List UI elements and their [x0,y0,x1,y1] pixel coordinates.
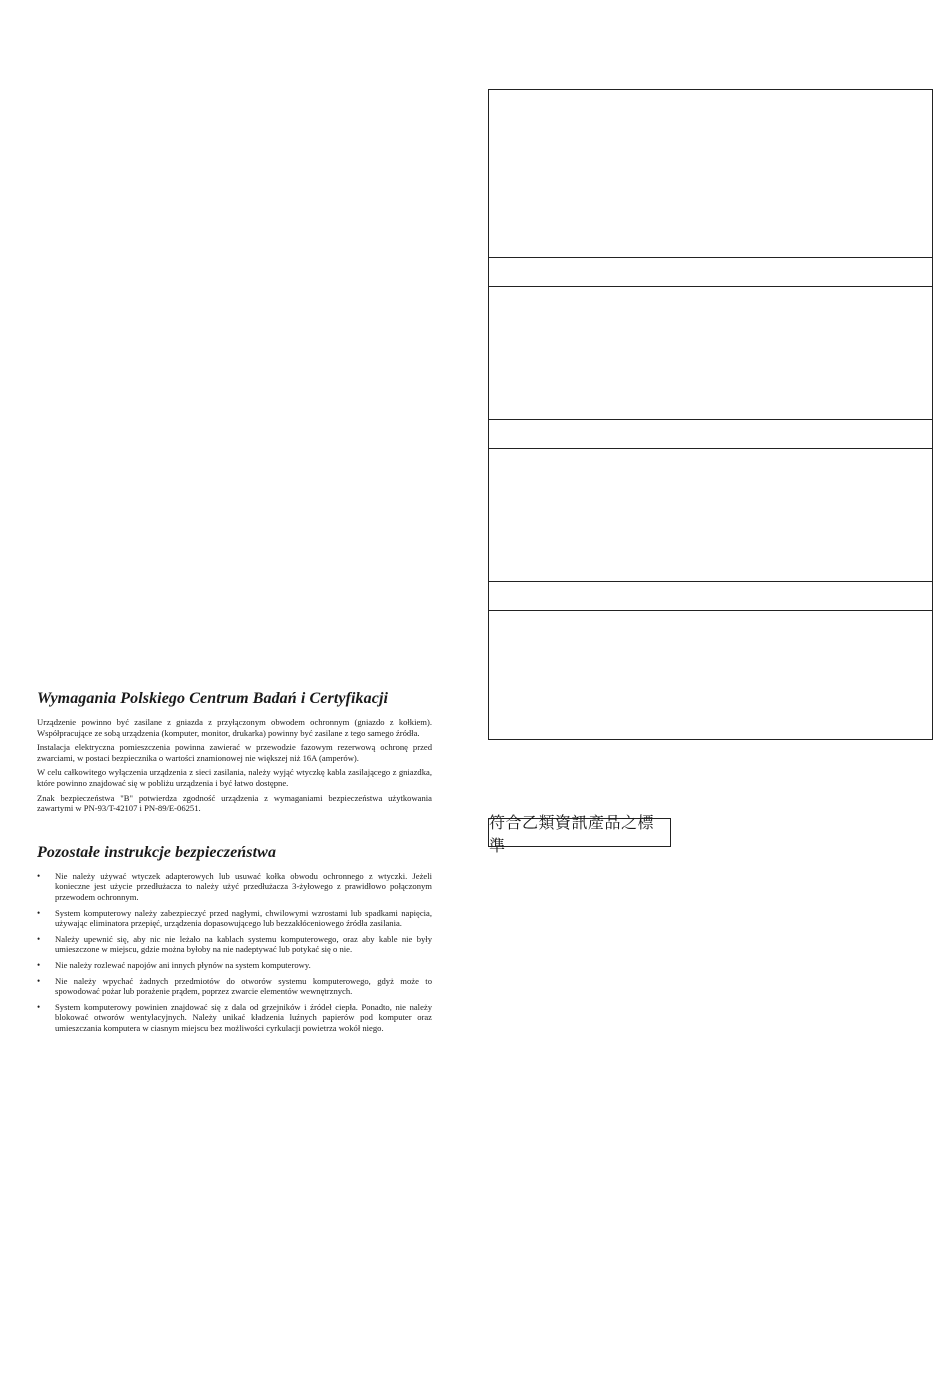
list-item-text: Należy upewnić się, aby nic nie leżało na kablach systemu komputerowego, oraz aby kable nie były umieszczone w miejscu, gdzie można byłoby na nie nadeptywać lub potykać się o nie. [55,933,432,955]
list-item [37,960,432,971]
bullet-icon: • [37,933,41,944]
box-divider [489,610,932,611]
list-item-text: Nie należy używać wtyczek adapterowych lub usuwać kołka obwodu ochronnego z wtyczki. Jeżeli konieczne jest użycie przedłużacza to należy użyć przedłużacza 3-żyłowego z prawidłowo połączonym przewodem ochronnym. [55,870,432,902]
polish-safety-section [37,690,432,1038]
list-item-text: System komputerowy powinien znajdować się z dala od grzejników i źródeł ciepła. Ponadto, nie należy blokować otworów wentylacyjnych. Należy unikać kładzenia luźnych papierów pod komputer oraz umieszczania komputera w ciasnym miejscu bez możliwości cyrkulacji powietrza wokół niego. [55,1001,432,1033]
other-instructions-heading: Pozostałe instrukcje bezpieczeństwa [37,843,277,861]
pcbc-paragraph-4: Znak bezpieczeństwa "B" potwierdza zgodność urządzenia z wymaganiami bezpieczeństwa użytkowania zawartymi w PN-93/T-42107 i PN-89/E-06251. [37,792,432,814]
box-divider [489,448,932,449]
pcbc-requirements-heading: Wymagania Polskiego Centrum Badań i Certyfikacji [37,690,389,707]
box-divider [489,286,932,287]
box-divider [489,419,932,420]
list-item [37,908,432,929]
pcbc-paragraph-1: Urządzenie powinno być zasilane z gniazda z przyłączonym obwodem ochronnym (gniazdo z kołkiem). Współpracujące ze sobą urządzenia (komputer, monitor, drukarka) powinny być zasilane z tego samego źródła. [37,717,432,738]
pcbc-paragraph-2: Instalacja elektryczna pomieszczenia powinna zawierać w przewodzie fazowym rezerwową ochronę przed zwarciami, w postaci bezpiecznika o wartości znamionowej nie większej niż 16A (amperów). [37,742,432,763]
safety-instructions-list [37,871,432,1034]
pcbc-paragraph-3: W celu całkowitego wyłączenia urządzenia z sieci zasilania, należy wyjąć wtyczkę kabla zasilającego z gniazdka, które powinno znajdować się w pobliżu urządzenia i być łatwo dostępne. [37,767,432,788]
bullet-icon: • [37,907,41,918]
box-divider [489,581,932,582]
list-item [37,976,432,997]
list-item [37,934,432,955]
list-item-text: System komputerowy należy zabezpieczyć przed nagłymi, chwilowymi wzrostami lub spadkami napięcia, używając eliminatora przepięć, urządzenia dopasowującego lub bezzakłóceniowego źródła zasilania. [55,907,432,929]
list-item [37,1002,432,1034]
bullet-icon: • [37,959,41,970]
box-divider [489,257,932,258]
bullet-icon: • [37,870,41,881]
list-item [37,871,432,903]
bullet-icon: • [37,975,41,986]
list-item-text: Nie należy wpychać żadnych przedmiotów do otworów systemu komputerowego, gdyż może to spowodować pożar lub porażenie prądem, poprzez zwarcie elementów wewnętrznych. [55,975,432,997]
bullet-icon: • [37,1001,41,1012]
taiwan-class-b-label: 符合乙類資訊產品之標準 [488,818,671,847]
list-item-text: Nie należy rozlewać napojów ani innych płynów na system komputerowy. [55,959,311,970]
empty-box-table [488,89,933,740]
